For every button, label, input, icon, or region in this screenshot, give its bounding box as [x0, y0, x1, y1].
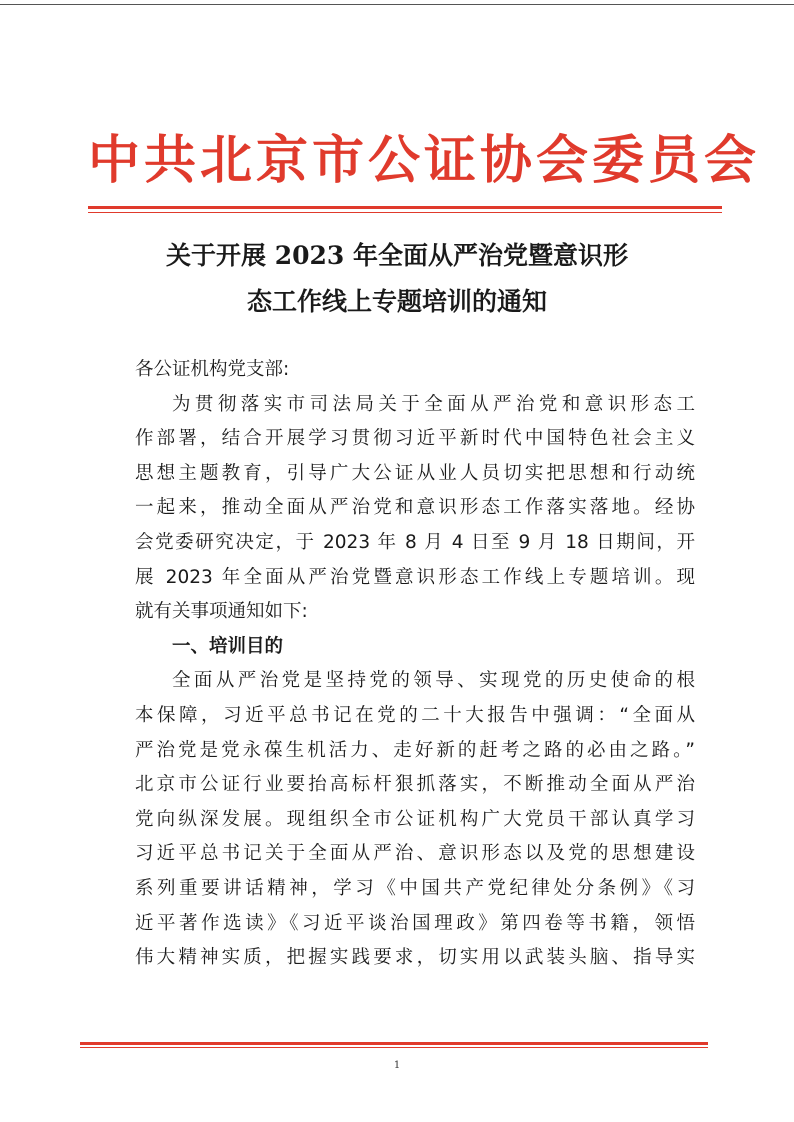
document-body — [135, 353, 695, 976]
red-header-rule-thin — [88, 212, 722, 213]
paragraph-line: 近平著作选读》《习近平谈治国理政》第四卷等书籍，领悟 — [135, 912, 695, 934]
paragraph-line: 习近平总书记关于全面从严治、意识形态以及党的思想建设 — [135, 843, 695, 865]
document-title-line-1: 关于开展 2023 年全面从严治党暨意识形 — [166, 241, 628, 270]
paragraph-line: 党向纵深发展。现组织全市公证机构广大党员干部认真学习 — [135, 808, 695, 830]
section-heading: 一、培训目的 — [172, 635, 284, 657]
paragraph-line: 严治党是党永葆生机活力、走好新的赶考之路的必由之路。” — [135, 739, 695, 761]
paragraph-line: 作部署，结合开展学习贯彻习近平新时代中国特色社会主义 — [135, 428, 695, 450]
footer-rule-thin — [80, 1047, 708, 1048]
red-header-org-name: 中共北京市公证协会委员会 — [88, 130, 761, 191]
top-border-line — [0, 4, 794, 5]
paragraph-line: 系列重要讲话精神，学习《中国共产党纪律处分条例》《习 — [135, 877, 695, 899]
paragraph-line: 一起来，推动全面从严治党和意识形态工作落实落地。经协 — [135, 497, 695, 519]
paragraph-line: 思想主题教育，引导广大公证从业人员切实把思想和行动统 — [135, 462, 695, 484]
footer-rule-thick — [80, 1042, 708, 1045]
paragraph-line: 会党委研究决定，于 2023 年 8 月 4 日至 9 月 18 日期间，开 — [135, 531, 695, 553]
paragraph-line: 本保障，习近平总书记在党的二十大报告中强调：“全面从 — [135, 704, 695, 726]
paragraph-line: 全面从严治党是坚持党的领导、实现党的历史使命的根 — [172, 670, 695, 692]
paragraph-line: 伟大精神实质，把握实践要求，切实用以武装头脑、指导实 — [135, 947, 695, 969]
red-header-rule-thick — [88, 206, 722, 209]
paragraph-line: 展 2023 年全面从严治党暨意识形态工作线上专题培训。现 — [135, 566, 695, 588]
page-number: 1 — [393, 1060, 401, 1071]
salutation: 各公证机构党支部: — [135, 359, 290, 380]
paragraph-line: 北京市公证行业要抬高标杆狠抓落实，不断推动全面从严治 — [135, 774, 695, 796]
paragraph-line: 为贯彻落实市司法局关于全面从严治党和意识形态工 — [172, 393, 695, 415]
document-title-line-2: 态工作线上专题培训的通知 — [246, 287, 547, 316]
paragraph-line: 就有关事项通知如下: — [135, 601, 308, 623]
